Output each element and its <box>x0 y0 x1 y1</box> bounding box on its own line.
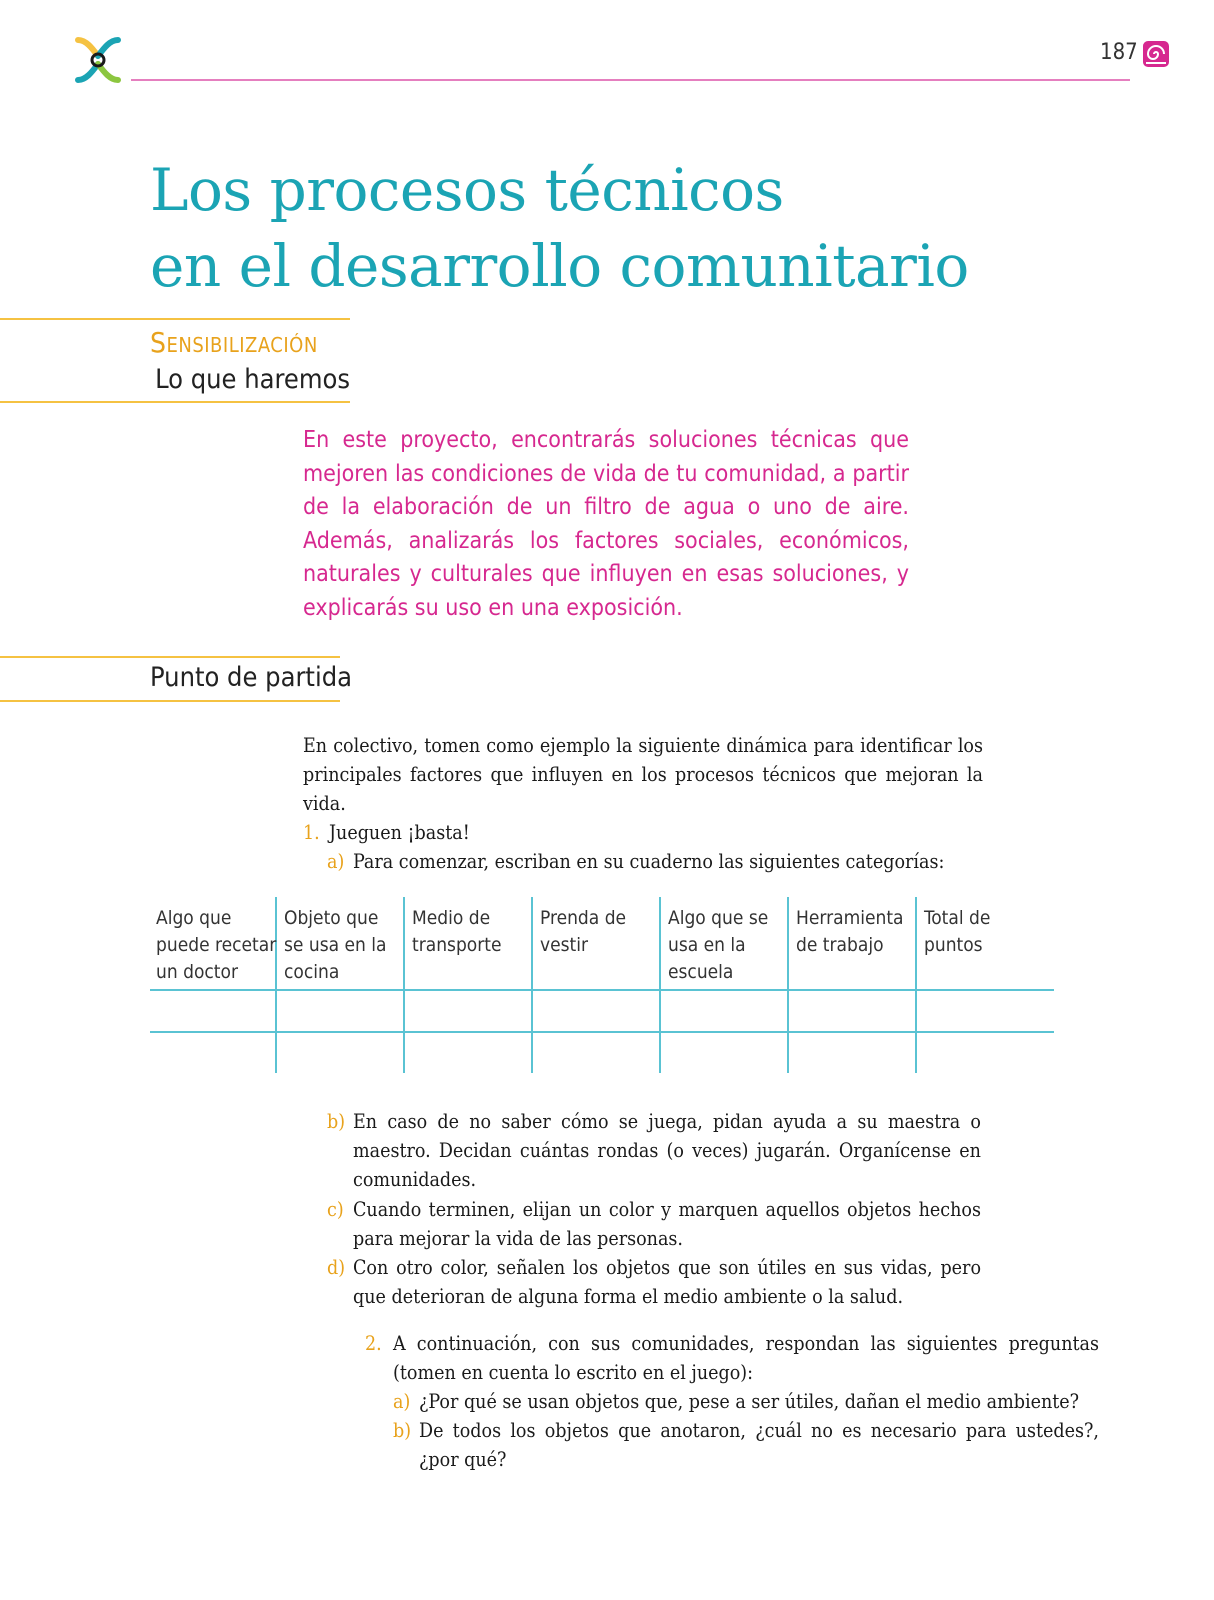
table-col-line <box>787 897 789 1073</box>
section-label: Sensibilización <box>150 326 318 359</box>
punto-rule-top <box>0 656 340 658</box>
step-1-sub-d <box>327 1253 981 1311</box>
table-col-line <box>531 897 533 1073</box>
header-line: de trabajo <box>796 934 884 956</box>
sub-text: De todos los objetos que anotaron, ¿cuál no es necesario para ustedes?, ¿por qué? <box>419 1419 1099 1471</box>
sub-label: c) <box>327 1198 344 1221</box>
sub-text: Cuando terminen, elijan un color y marquen aquellos objetos hechos para mejorar la vida de las personas. <box>353 1198 981 1250</box>
intro-paragraph: En este proyecto, encontrarás soluciones técnicas que mejoren las condiciones de vida de tu comunidad, a partir de la elaboración de un filtro de agua o uno de aire. Además, analizarás los factores sociales, económicos, naturales y culturales que influyen en esas soluciones, y explicarás su uso en una exposición. <box>303 427 909 621</box>
step-text: A continuación, con sus comunidades, respondan las siguientes preguntas (tomen en cuenta lo escrito en el juego): <box>393 1332 1099 1384</box>
sub-text: Con otro color, señalen los objetos que son útiles en sus vidas, pero que deterioran de alguna forma el medio ambiente o la salud. <box>353 1256 981 1308</box>
header-line: escuela <box>668 961 734 983</box>
step-2 <box>365 1329 1099 1387</box>
header-line: transporte <box>412 934 502 956</box>
step-text: Jueguen ¡basta! <box>329 821 470 844</box>
header-line: Algo que <box>156 907 232 929</box>
header-line: puede recetar <box>156 934 277 956</box>
step-number: 2. <box>365 1332 382 1355</box>
table-row-line <box>150 989 1054 991</box>
sub-text: ¿Por qué se usan objetos que, pese a ser útiles, dañan el medio ambiente? <box>419 1390 1080 1413</box>
table-header-cell <box>156 905 276 986</box>
section-subtitle: Lo que haremos <box>155 364 350 395</box>
sub-label: a) <box>393 1390 411 1413</box>
step-2-sub-a <box>393 1387 1099 1416</box>
table-col-line <box>403 897 405 1073</box>
sub-text: En caso de no saber cómo se juega, pidan ayuda a su maestra o maestro. Decidan cuántas rondas (o veces) jugarán. Organícense en comunidades. <box>353 1110 981 1191</box>
header-line: Prenda de <box>540 907 627 929</box>
table-header-cell <box>796 905 904 959</box>
basta-table <box>150 897 1054 1073</box>
header-line: Total de <box>924 907 991 929</box>
header-line: vestir <box>540 934 589 956</box>
table-header-cell <box>284 905 387 986</box>
table-header-cell <box>924 905 990 959</box>
title-line-2: en el desarrollo comunitario <box>150 232 969 300</box>
collective-paragraph: En colectivo, tomen como ejemplo la siguiente dinámica para identificar los principales factores que influyen en los procesos técnicos que mejoran la vida. <box>303 734 983 815</box>
header-line: Medio de <box>412 907 491 929</box>
header-line: cocina <box>284 961 340 983</box>
header-line: puntos <box>924 934 983 956</box>
header-line: Objeto que <box>284 907 379 929</box>
table-header-cell <box>540 905 626 959</box>
section-rule-top <box>0 318 350 320</box>
punto-rule-bottom <box>0 700 340 702</box>
sub-label: b) <box>327 1110 346 1133</box>
title-line-1: Los procesos técnicos <box>150 156 784 224</box>
table-header-cell <box>412 905 502 959</box>
punto-de-partida-heading: Punto de partida <box>150 662 353 693</box>
header-rule <box>131 79 1130 81</box>
table-header-cell <box>668 905 768 986</box>
table-col-line <box>915 897 917 1073</box>
sub-text: Para comenzar, escriban en su cuaderno las siguientes categorías: <box>353 850 945 873</box>
sub-label: b) <box>393 1419 412 1442</box>
header-line: Algo que se <box>668 907 769 929</box>
page-title <box>150 152 969 304</box>
sub-label: d) <box>327 1256 346 1279</box>
table-col-line <box>659 897 661 1073</box>
table-row-line <box>150 1031 1054 1033</box>
step-2-sub-b <box>393 1416 1099 1474</box>
step-1-sub-a <box>327 847 987 876</box>
header-line: se usa en la <box>284 934 387 956</box>
step-1-sub-b <box>327 1107 981 1194</box>
step-1-sub-c <box>327 1195 981 1253</box>
header-line: un doctor <box>156 961 238 983</box>
page-number: 187 <box>1100 40 1138 65</box>
header-line: Herramienta <box>796 907 904 929</box>
sub-label: a) <box>327 850 345 873</box>
step-1 <box>303 818 983 847</box>
step-number: 1. <box>303 821 320 844</box>
header-line: usa en la <box>668 934 746 956</box>
spiral-glyph-icon <box>1140 38 1172 70</box>
x-figure-logo-icon <box>72 34 124 86</box>
section-rule-bottom <box>0 401 350 403</box>
